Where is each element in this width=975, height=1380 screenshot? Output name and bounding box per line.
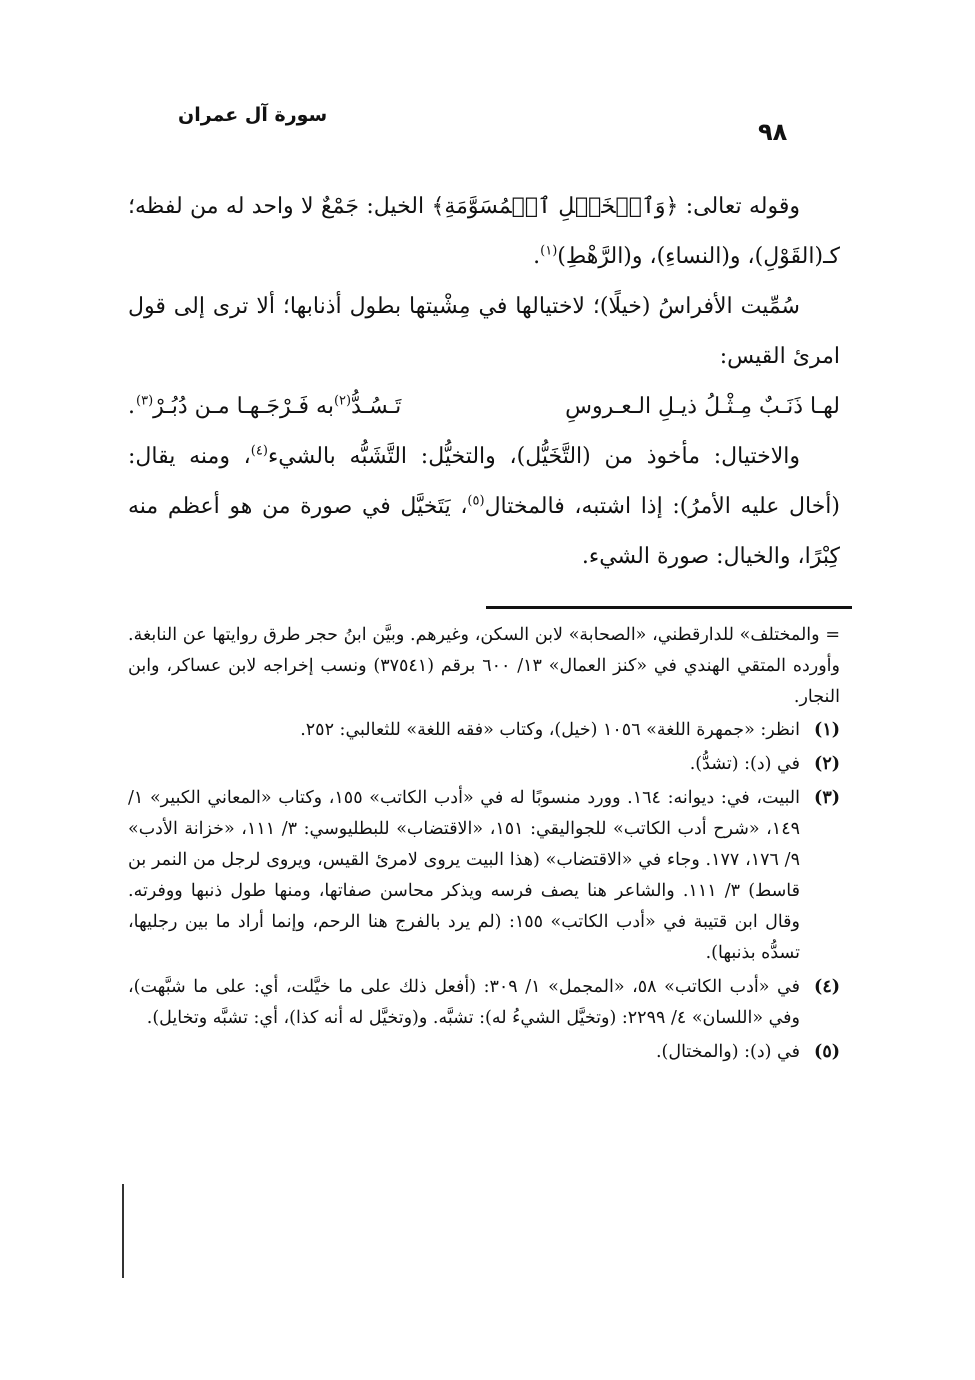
footnote-ref-1: (١): [540, 243, 558, 259]
footnote-item: [128, 715, 840, 746]
footnote-ref-2: (٢): [333, 393, 352, 409]
footnote-item: [128, 972, 840, 1034]
footnote-number: (٣): [814, 788, 840, 808]
main-text: [128, 182, 840, 582]
footnote-text: في (د): (تشدُّ).: [689, 754, 800, 774]
footnote-separator: [486, 606, 852, 609]
footnote-ref-4: (٤): [250, 443, 268, 459]
paragraph-3-a: والاختيال: مأخوذ من (التَّخَيُّل)، والتخيُّل: التَّشَبُّه بالشيء: [267, 444, 801, 469]
verse-hemistich-2-a: تَـسُـدُّ: [351, 394, 402, 419]
footnote-text: انظر: «جمهرة اللغة» ١٠٥٦ (خيل)، وكتاب «فقه اللغة» للثعالبي: ٢٥٢.: [300, 720, 800, 740]
footnote-number: (١): [814, 720, 840, 740]
footnotes: [128, 620, 840, 1071]
footnote-item: [128, 749, 840, 780]
poetry-verse: [128, 382, 840, 432]
footnote-continuation: = والمختلف» للدارقطني، «الصحابة» لابن السكن، وغيرهم. وبيَّن ابنُ حجر طرق روايتها عن النابغة. وأورده المتقي الهندي في «كنز العمال» ١٣/ ٦٠٠ برقم (٣٧٥٤١) ونسب إخراجه لابن عساكر، وابن النجار.: [128, 625, 840, 707]
verse-hemistich-2: [128, 382, 401, 432]
footnote-text: البيت، في: ديوانه: ١٦٤. وورد منسوبًا له في «أدب الكاتب» ١٥٥، وكتاب «المعاني الكبير» ١/ ١٤٩، «شرح أدب الكاتب» للجواليقي: ١٥١، «الاقتضاب» للبطليوسي: ٣/ ١١١، «خزانة الأدب» ٩/ ١٧٦، ١٧٧. وجاء في «الاقتضاب» (هذا البيت يروى لامرئ القيس، ويروى لرجل من النمر بن قاسط) ٣/ ١١١. والشاعر هنا يصف فرسه ويذكر محاسن صفاتها، ومنها طول ذنبها ووفرته. وقال ابن قتيبة في «أدب الكاتب» ١٥٥: (لم يرد بالفرج هنا الرحم، وإنما أراد ما بين رجليها، تسدُّه بذنبها).: [128, 788, 800, 963]
paragraph-3-b: ، ومنه يقال: (أخال عليه الأمرُ): إذا اشتبه، فالمختال: [128, 444, 840, 519]
paragraph-3: [128, 432, 840, 582]
footnote-ref-5: (٥): [467, 493, 485, 509]
paragraph-1: [128, 182, 840, 282]
paragraph-1-end: .: [533, 244, 541, 269]
verse-hemistich-1: لهـا ذَنَـبٌ مِـثْـلُ ذيـلِ الـعـروسِ: [565, 394, 840, 419]
footnote-number: (٤): [814, 977, 840, 997]
running-header-title: سورة آل عمران: [178, 104, 328, 126]
paragraph-2: سُمِّيت الأفراسُ (خيلًا)؛ لاختيالها في مِشْيتها بطول أذنابها؛ ألا ترى إلى قول امرئ القيس:: [128, 294, 840, 369]
verse-hemistich-2-b: به فَـرْجَـهـا مـن دُبُـرْ: [153, 394, 334, 419]
footnote-text: في (د): (والمختال).: [655, 1042, 800, 1062]
footnote-number: (٢): [814, 754, 840, 774]
verse-hemistich-2-end: .: [128, 394, 136, 419]
footnote-item: [128, 1037, 840, 1068]
footnote-item: [128, 783, 840, 969]
footnote-text: في «أدب الكاتب» ٥٨، «المجمل» ١/ ٣٠٩: (أفعل ذلك على ما خيَّلت، أي: على ما شبَّهت)، وفي «اللسان» ٤/ ٢٢٩٩: (وتخيَّل الشيءُ له): تشبَّه. و(وتخيَّل له أنه كذا)، أي: تشبَّه وتخايل).: [128, 977, 800, 1028]
paragraph-1-text: وقوله تعالى: ﴿وَٱلۡخَيۡلِ ٱلۡمُسَوَّمَةِ﴾ الخيل: جَمْعٌ لا واحد له من لفظه؛ كـ(القَوْلِ)، و(النساءِ)، و(الرَّهْطِ): [128, 194, 840, 269]
paragraph-3-c: ، يَتَخيَّل في صورة من هو أعظم منه كِبْرًا، والخيال: صورة الشيء.: [128, 494, 840, 569]
footnote-number: (٥): [814, 1042, 840, 1062]
footnote-ref-3: (٣): [136, 393, 154, 409]
margin-scan-line: [122, 1184, 124, 1278]
page-number: ٩٨: [758, 118, 788, 146]
